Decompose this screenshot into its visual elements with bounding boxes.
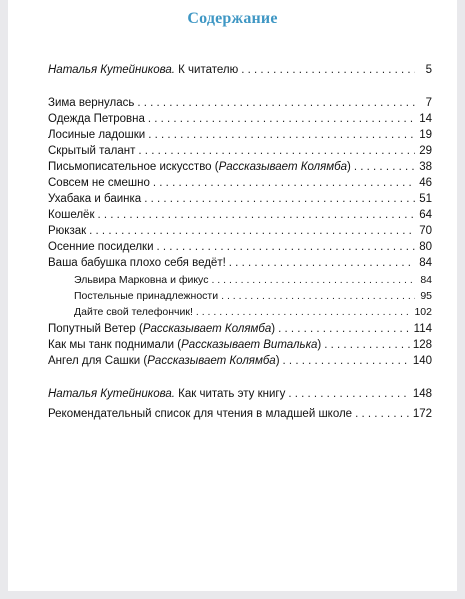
leader-dots bbox=[157, 239, 416, 255]
entry-title: Эльвира Марковна и фикус bbox=[74, 274, 209, 286]
entry-label bbox=[48, 386, 285, 402]
leader-dots bbox=[138, 143, 415, 159]
entry-title: Ваша бабушка плохо себя ведёт! bbox=[48, 257, 226, 269]
entry-title: Постельные принадлежности bbox=[74, 290, 219, 302]
toc-entry[interactable] bbox=[48, 175, 432, 191]
leader-dots bbox=[283, 353, 410, 369]
entry-close-paren: ) bbox=[271, 323, 276, 335]
entry-close-paren: ) bbox=[347, 161, 351, 173]
entry-page-number: 80 bbox=[419, 241, 432, 253]
entry-page-number: 51 bbox=[419, 193, 432, 205]
toc-entry[interactable] bbox=[48, 111, 432, 127]
entry-label bbox=[48, 337, 321, 353]
toc-entry[interactable] bbox=[48, 127, 432, 143]
entry-page-number: 64 bbox=[419, 209, 432, 221]
toc-entry[interactable] bbox=[48, 353, 432, 369]
entry-title: Зима вернулась bbox=[48, 97, 135, 109]
toc-entry[interactable] bbox=[48, 62, 432, 78]
entry-title: Рюкзак bbox=[48, 225, 87, 237]
entry-page-number: 5 bbox=[425, 64, 432, 76]
toc-entry[interactable] bbox=[48, 207, 432, 223]
entry-title: К читателю bbox=[174, 64, 239, 76]
entry-title: Письмописательное искусство ( bbox=[48, 161, 219, 173]
toc-entry[interactable] bbox=[48, 239, 432, 255]
leader-dots bbox=[153, 175, 415, 191]
entry-page-number: 19 bbox=[419, 129, 432, 141]
toc-entry[interactable] bbox=[48, 337, 432, 353]
entry-page-number: 114 bbox=[413, 323, 432, 335]
entry-page-number: 148 bbox=[412, 388, 432, 400]
entry-label bbox=[48, 62, 238, 78]
leader-dots bbox=[211, 272, 415, 288]
entry-title: Попутный Ветер ( bbox=[48, 323, 143, 335]
leader-dots bbox=[144, 191, 415, 207]
entry-title: Дайте свой телефончик! bbox=[74, 306, 193, 318]
entry-page-number: 84 bbox=[419, 257, 432, 269]
leader-dots bbox=[89, 223, 415, 239]
entry-page-number: 46 bbox=[419, 177, 432, 189]
entry-title: Осенние посиделки bbox=[48, 241, 154, 253]
entry-title: Ангел для Сашки ( bbox=[48, 355, 148, 367]
entry-close-paren: ) bbox=[317, 339, 322, 351]
toc-entry[interactable] bbox=[48, 255, 432, 271]
toc-entry[interactable] bbox=[48, 321, 432, 337]
entry-label bbox=[48, 353, 280, 369]
entry-page-number: 29 bbox=[419, 145, 432, 157]
entry-page-number: 38 bbox=[419, 161, 432, 173]
leader-dots bbox=[97, 207, 415, 223]
entry-title: Лосиные ладошки bbox=[48, 129, 146, 141]
entry-title: Как читать эту книгу bbox=[174, 388, 286, 400]
leader-dots bbox=[288, 386, 409, 402]
entry-title: Совсем не смешно bbox=[48, 177, 150, 189]
toc-entry[interactable] bbox=[48, 95, 432, 111]
leader-dots bbox=[221, 288, 415, 304]
leader-dots bbox=[324, 337, 410, 353]
entry-page-number: 102 bbox=[414, 306, 432, 318]
entry-title: Рекомендательный список для чтения в младшей школе bbox=[48, 408, 353, 420]
entry-title: Кошелёк bbox=[48, 209, 95, 221]
entry-title: Как мы танк поднимали ( bbox=[48, 339, 182, 351]
leader-dots bbox=[355, 406, 410, 422]
toc-entry[interactable] bbox=[48, 406, 432, 422]
leader-dots bbox=[278, 321, 411, 337]
toc-entry[interactable] bbox=[48, 223, 432, 239]
entry-narrator: Рассказывает Колямба bbox=[218, 161, 348, 173]
leader-dots bbox=[229, 255, 415, 271]
page-title: Содержание bbox=[187, 10, 278, 27]
leader-dots bbox=[148, 127, 415, 143]
toc-entry[interactable] bbox=[48, 386, 432, 402]
leader-dots bbox=[241, 62, 415, 78]
entry-title: Одежда Петровна bbox=[48, 113, 145, 125]
entry-page-number: 7 bbox=[425, 97, 432, 109]
entry-author: Наталья Кутейникова. bbox=[48, 64, 175, 76]
entry-title: Скрытый талант bbox=[48, 145, 136, 157]
entry-title: Ухабака и баинка bbox=[48, 193, 142, 205]
entry-narrator: Рассказывает Колямба bbox=[147, 355, 276, 367]
entry-page-number: 70 bbox=[419, 225, 432, 237]
entry-label bbox=[48, 321, 275, 337]
entry-page-number: 95 bbox=[420, 290, 432, 302]
entry-page-number: 14 bbox=[419, 113, 432, 125]
toc-subentry[interactable] bbox=[74, 288, 432, 304]
entry-label bbox=[48, 159, 351, 175]
entry-narrator: Рассказывает Виталька bbox=[181, 339, 318, 351]
leader-dots bbox=[137, 95, 415, 111]
entry-author: Наталья Кутейникова. bbox=[48, 388, 175, 400]
entry-narrator: Рассказывает Колямба bbox=[142, 323, 272, 335]
leader-dots bbox=[354, 159, 415, 175]
toc-subentry[interactable] bbox=[74, 304, 432, 320]
leader-dots bbox=[148, 111, 415, 127]
toc-subentry[interactable] bbox=[74, 272, 432, 288]
toc-entry[interactable] bbox=[48, 159, 432, 175]
book-page bbox=[8, 0, 457, 591]
entry-page-number: 140 bbox=[412, 355, 432, 367]
entry-page-number: 172 bbox=[412, 408, 432, 420]
toc-entry[interactable] bbox=[48, 143, 432, 159]
entry-page-number: 128 bbox=[412, 339, 432, 351]
leader-dots bbox=[196, 304, 412, 320]
entry-page-number: 84 bbox=[420, 274, 432, 286]
entry-close-paren: ) bbox=[275, 355, 280, 367]
toc-entry[interactable] bbox=[48, 191, 432, 207]
